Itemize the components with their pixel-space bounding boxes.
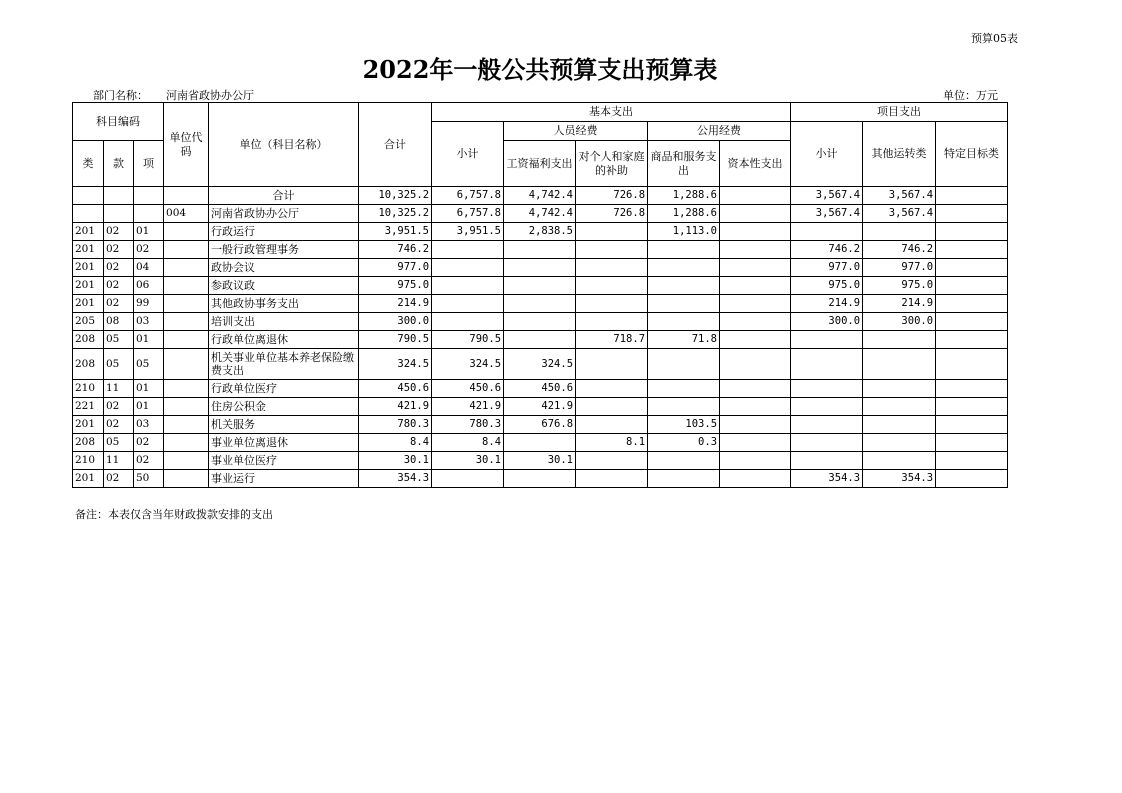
cell-name: 其他政协事务支出 — [209, 295, 359, 313]
cell-xiang: 02 — [134, 434, 164, 452]
cell-basic-subtotal: 6,757.8 — [432, 187, 504, 205]
cell-name: 合计 — [209, 187, 359, 205]
cell-xiang: 02 — [134, 452, 164, 470]
cell-capital — [720, 349, 791, 380]
cell-capital — [720, 331, 791, 349]
cell-kuan: 02 — [104, 259, 134, 277]
cell-project-subtotal: 300.0 — [791, 313, 863, 331]
cell-lei: 208 — [73, 349, 104, 380]
cell-other-transfer: 354.3 — [863, 470, 936, 488]
cell-salary: 421.9 — [504, 398, 576, 416]
cell-basic-subtotal: 450.6 — [432, 380, 504, 398]
cell-project-subtotal — [791, 398, 863, 416]
cell-goods-services — [648, 277, 720, 295]
cell-subsidy — [576, 223, 648, 241]
cell-specific-target — [936, 241, 1008, 259]
cell-salary — [504, 470, 576, 488]
cell-kuan — [104, 187, 134, 205]
cell-capital — [720, 223, 791, 241]
cell-capital — [720, 241, 791, 259]
cell-kuan: 02 — [104, 470, 134, 488]
cell-goods-services — [648, 313, 720, 331]
cell-goods-services: 1,288.6 — [648, 205, 720, 223]
cell-lei: 208 — [73, 434, 104, 452]
cell-total: 780.3 — [359, 416, 432, 434]
header-lei: 类 — [73, 141, 104, 187]
cell-kuan: 05 — [104, 349, 134, 380]
cell-xiang: 06 — [134, 277, 164, 295]
table-row — [73, 277, 1008, 295]
cell-salary: 2,838.5 — [504, 223, 576, 241]
cell-basic-subtotal: 421.9 — [432, 398, 504, 416]
cell-goods-services — [648, 470, 720, 488]
footnote: 备注：本表仅含当年财政拨款安排的支出 — [75, 508, 273, 521]
cell-unit-code — [164, 470, 209, 488]
cell-specific-target — [936, 452, 1008, 470]
cell-lei: 221 — [73, 398, 104, 416]
cell-lei: 210 — [73, 452, 104, 470]
cell-other-transfer: 746.2 — [863, 241, 936, 259]
cell-total: 8.4 — [359, 434, 432, 452]
cell-capital — [720, 452, 791, 470]
cell-goods-services — [648, 241, 720, 259]
cell-basic-subtotal: 780.3 — [432, 416, 504, 434]
cell-basic-subtotal: 324.5 — [432, 349, 504, 380]
cell-other-transfer: 300.0 — [863, 313, 936, 331]
cell-project-subtotal — [791, 452, 863, 470]
cell-project-subtotal: 3,567.4 — [791, 205, 863, 223]
header-specific-target: 特定目标类 — [936, 122, 1008, 187]
cell-project-subtotal — [791, 349, 863, 380]
table-row — [73, 434, 1008, 452]
cell-kuan: 08 — [104, 313, 134, 331]
cell-basic-subtotal — [432, 241, 504, 259]
cell-unit-code — [164, 187, 209, 205]
cell-salary: 324.5 — [504, 349, 576, 380]
cell-subsidy: 726.8 — [576, 205, 648, 223]
cell-name: 事业单位医疗 — [209, 452, 359, 470]
cell-goods-services: 103.5 — [648, 416, 720, 434]
cell-capital — [720, 398, 791, 416]
cell-other-transfer — [863, 223, 936, 241]
cell-total: 10,325.2 — [359, 205, 432, 223]
cell-specific-target — [936, 313, 1008, 331]
cell-lei: 201 — [73, 277, 104, 295]
cell-name: 一般行政管理事务 — [209, 241, 359, 259]
cell-name: 行政单位医疗 — [209, 380, 359, 398]
header-capital: 资本性支出 — [720, 141, 791, 187]
cell-kuan: 11 — [104, 380, 134, 398]
cell-xiang: 01 — [134, 380, 164, 398]
cell-specific-target — [936, 259, 1008, 277]
header-unit-code: 单位代码 — [164, 103, 209, 187]
cell-name: 政协会议 — [209, 259, 359, 277]
cell-unit-code — [164, 349, 209, 380]
cell-salary: 676.8 — [504, 416, 576, 434]
cell-subsidy — [576, 259, 648, 277]
cell-capital — [720, 416, 791, 434]
cell-total: 214.9 — [359, 295, 432, 313]
cell-specific-target — [936, 205, 1008, 223]
header-kuan: 款 — [104, 141, 134, 187]
table-header — [73, 103, 1008, 187]
cell-name: 事业运行 — [209, 470, 359, 488]
cell-total: 354.3 — [359, 470, 432, 488]
cell-xiang: 50 — [134, 470, 164, 488]
cell-kuan: 02 — [104, 223, 134, 241]
cell-project-subtotal: 975.0 — [791, 277, 863, 295]
cell-subsidy — [576, 349, 648, 380]
table-row — [73, 470, 1008, 488]
cell-total: 746.2 — [359, 241, 432, 259]
budget-table — [72, 102, 1008, 488]
cell-kuan: 11 — [104, 452, 134, 470]
header-project-subtotal: 小计 — [791, 122, 863, 187]
cell-project-subtotal — [791, 223, 863, 241]
cell-subsidy — [576, 313, 648, 331]
cell-total: 30.1 — [359, 452, 432, 470]
cell-xiang: 01 — [134, 331, 164, 349]
cell-xiang: 01 — [134, 223, 164, 241]
header-project-expenditure: 项目支出 — [791, 103, 1008, 122]
cell-total: 3,951.5 — [359, 223, 432, 241]
cell-name: 事业单位离退休 — [209, 434, 359, 452]
cell-other-transfer — [863, 434, 936, 452]
cell-lei: 201 — [73, 241, 104, 259]
cell-basic-subtotal: 30.1 — [432, 452, 504, 470]
cell-other-transfer — [863, 452, 936, 470]
header-other-transfer: 其他运转类 — [863, 122, 936, 187]
cell-lei: 201 — [73, 295, 104, 313]
cell-kuan: 02 — [104, 398, 134, 416]
cell-specific-target — [936, 277, 1008, 295]
cell-xiang — [134, 187, 164, 205]
cell-total: 10,325.2 — [359, 187, 432, 205]
cell-unit-code — [164, 398, 209, 416]
cell-other-transfer: 977.0 — [863, 259, 936, 277]
header-subsidy: 对个人和家庭的补助 — [576, 141, 648, 187]
cell-capital — [720, 295, 791, 313]
cell-capital — [720, 205, 791, 223]
cell-salary — [504, 277, 576, 295]
cell-specific-target — [936, 416, 1008, 434]
cell-capital — [720, 470, 791, 488]
cell-unit-code — [164, 277, 209, 295]
cell-xiang: 03 — [134, 416, 164, 434]
table-row — [73, 205, 1008, 223]
cell-subsidy — [576, 452, 648, 470]
cell-other-transfer: 975.0 — [863, 277, 936, 295]
cell-goods-services — [648, 295, 720, 313]
cell-specific-target — [936, 434, 1008, 452]
cell-project-subtotal: 3,567.4 — [791, 187, 863, 205]
cell-specific-target — [936, 398, 1008, 416]
cell-basic-subtotal: 790.5 — [432, 331, 504, 349]
cell-name: 行政运行 — [209, 223, 359, 241]
cell-specific-target — [936, 223, 1008, 241]
table-body — [73, 187, 1008, 488]
cell-basic-subtotal: 8.4 — [432, 434, 504, 452]
cell-basic-subtotal — [432, 295, 504, 313]
form-code: 预算05表 — [971, 32, 1018, 45]
cell-name: 住房公积金 — [209, 398, 359, 416]
cell-total: 977.0 — [359, 259, 432, 277]
cell-salary — [504, 434, 576, 452]
cell-name: 机关事业单位基本养老保险缴费支出 — [209, 349, 359, 380]
cell-unit-code — [164, 331, 209, 349]
cell-basic-subtotal: 6,757.8 — [432, 205, 504, 223]
cell-basic-subtotal — [432, 277, 504, 295]
cell-unit-code — [164, 380, 209, 398]
cell-basic-subtotal — [432, 259, 504, 277]
header-salary: 工资福利支出 — [504, 141, 576, 187]
cell-subsidy: 8.1 — [576, 434, 648, 452]
cell-total: 450.6 — [359, 380, 432, 398]
cell-subsidy — [576, 416, 648, 434]
cell-basic-subtotal: 3,951.5 — [432, 223, 504, 241]
cell-goods-services — [648, 380, 720, 398]
header-public-use: 公用经费 — [648, 122, 791, 141]
cell-xiang: 01 — [134, 398, 164, 416]
cell-lei: 208 — [73, 331, 104, 349]
cell-kuan: 02 — [104, 277, 134, 295]
cell-xiang: 03 — [134, 313, 164, 331]
table-row — [73, 349, 1008, 380]
department-label: 部门名称： — [93, 89, 148, 102]
cell-unit-code — [164, 416, 209, 434]
table-row — [73, 331, 1008, 349]
cell-total: 300.0 — [359, 313, 432, 331]
cell-lei: 201 — [73, 416, 104, 434]
cell-xiang: 02 — [134, 241, 164, 259]
cell-salary — [504, 331, 576, 349]
cell-kuan: 02 — [104, 295, 134, 313]
cell-xiang: 05 — [134, 349, 164, 380]
cell-capital — [720, 187, 791, 205]
cell-salary — [504, 295, 576, 313]
cell-project-subtotal — [791, 380, 863, 398]
page-title: 2022年一般公共预算支出预算表 — [362, 55, 718, 84]
cell-basic-subtotal — [432, 470, 504, 488]
cell-unit-code — [164, 313, 209, 331]
cell-subsidy: 726.8 — [576, 187, 648, 205]
cell-lei: 201 — [73, 223, 104, 241]
cell-unit-code — [164, 434, 209, 452]
cell-unit-code — [164, 295, 209, 313]
cell-total: 975.0 — [359, 277, 432, 295]
department-name: 河南省政协办公厅 — [166, 89, 254, 102]
table-row — [73, 452, 1008, 470]
cell-unit-code — [164, 259, 209, 277]
cell-name: 机关服务 — [209, 416, 359, 434]
cell-unit-code — [164, 241, 209, 259]
cell-lei: 201 — [73, 470, 104, 488]
cell-unit-code: 004 — [164, 205, 209, 223]
cell-specific-target — [936, 187, 1008, 205]
cell-kuan: 02 — [104, 416, 134, 434]
cell-other-transfer: 214.9 — [863, 295, 936, 313]
cell-unit-code — [164, 223, 209, 241]
header-unit-name: 单位（科目名称） — [209, 103, 359, 187]
cell-capital — [720, 313, 791, 331]
header-xiang: 项 — [134, 141, 164, 187]
cell-goods-services — [648, 349, 720, 380]
cell-lei: 205 — [73, 313, 104, 331]
cell-project-subtotal: 977.0 — [791, 259, 863, 277]
cell-specific-target — [936, 470, 1008, 488]
cell-total: 324.5 — [359, 349, 432, 380]
cell-capital — [720, 277, 791, 295]
cell-subsidy — [576, 470, 648, 488]
cell-other-transfer — [863, 416, 936, 434]
header-basic-expenditure: 基本支出 — [432, 103, 791, 122]
cell-subsidy — [576, 241, 648, 259]
table-row — [73, 187, 1008, 205]
header-subject-code: 科目编码 — [73, 103, 164, 141]
cell-project-subtotal: 214.9 — [791, 295, 863, 313]
cell-specific-target — [936, 349, 1008, 380]
cell-subsidy — [576, 380, 648, 398]
cell-other-transfer: 3,567.4 — [863, 187, 936, 205]
cell-lei: 210 — [73, 380, 104, 398]
cell-goods-services: 71.8 — [648, 331, 720, 349]
cell-salary: 450.6 — [504, 380, 576, 398]
department-line — [93, 87, 254, 103]
table-row — [73, 241, 1008, 259]
cell-xiang: 04 — [134, 259, 164, 277]
cell-name: 参政议政 — [209, 277, 359, 295]
cell-goods-services: 1,288.6 — [648, 187, 720, 205]
cell-goods-services: 0.3 — [648, 434, 720, 452]
cell-salary: 4,742.4 — [504, 205, 576, 223]
cell-kuan: 05 — [104, 434, 134, 452]
cell-kuan — [104, 205, 134, 223]
cell-unit-code — [164, 452, 209, 470]
header-goods-services: 商品和服务支出 — [648, 141, 720, 187]
cell-specific-target — [936, 295, 1008, 313]
table-row — [73, 313, 1008, 331]
cell-specific-target — [936, 331, 1008, 349]
cell-goods-services — [648, 452, 720, 470]
cell-lei — [73, 205, 104, 223]
cell-salary — [504, 241, 576, 259]
table-row — [73, 416, 1008, 434]
cell-name: 培训支出 — [209, 313, 359, 331]
cell-kuan: 02 — [104, 241, 134, 259]
cell-other-transfer — [863, 380, 936, 398]
cell-goods-services — [648, 259, 720, 277]
table-row — [73, 223, 1008, 241]
table-row — [73, 380, 1008, 398]
unit-label: 单位：万元 — [943, 89, 998, 102]
cell-xiang — [134, 205, 164, 223]
cell-project-subtotal: 354.3 — [791, 470, 863, 488]
cell-subsidy: 718.7 — [576, 331, 648, 349]
cell-total: 790.5 — [359, 331, 432, 349]
cell-capital — [720, 434, 791, 452]
header-total: 合计 — [359, 103, 432, 187]
cell-salary: 30.1 — [504, 452, 576, 470]
cell-other-transfer — [863, 349, 936, 380]
cell-lei: 201 — [73, 259, 104, 277]
cell-subsidy — [576, 295, 648, 313]
cell-capital — [720, 259, 791, 277]
cell-project-subtotal — [791, 331, 863, 349]
table-row — [73, 398, 1008, 416]
cell-basic-subtotal — [432, 313, 504, 331]
table-row — [73, 295, 1008, 313]
cell-project-subtotal — [791, 416, 863, 434]
cell-salary — [504, 313, 576, 331]
cell-specific-target — [936, 380, 1008, 398]
cell-salary — [504, 259, 576, 277]
cell-project-subtotal — [791, 434, 863, 452]
cell-project-subtotal: 746.2 — [791, 241, 863, 259]
cell-kuan: 05 — [104, 331, 134, 349]
cell-xiang: 99 — [134, 295, 164, 313]
cell-name: 行政单位离退休 — [209, 331, 359, 349]
cell-other-transfer: 3,567.4 — [863, 205, 936, 223]
table-row — [73, 259, 1008, 277]
header-basic-subtotal: 小计 — [432, 122, 504, 187]
cell-total: 421.9 — [359, 398, 432, 416]
header-personnel: 人员经费 — [504, 122, 648, 141]
cell-salary: 4,742.4 — [504, 187, 576, 205]
cell-subsidy — [576, 277, 648, 295]
cell-other-transfer — [863, 331, 936, 349]
cell-other-transfer — [863, 398, 936, 416]
cell-subsidy — [576, 398, 648, 416]
cell-capital — [720, 380, 791, 398]
cell-lei — [73, 187, 104, 205]
cell-goods-services: 1,113.0 — [648, 223, 720, 241]
cell-goods-services — [648, 398, 720, 416]
cell-name: 河南省政协办公厅 — [209, 205, 359, 223]
